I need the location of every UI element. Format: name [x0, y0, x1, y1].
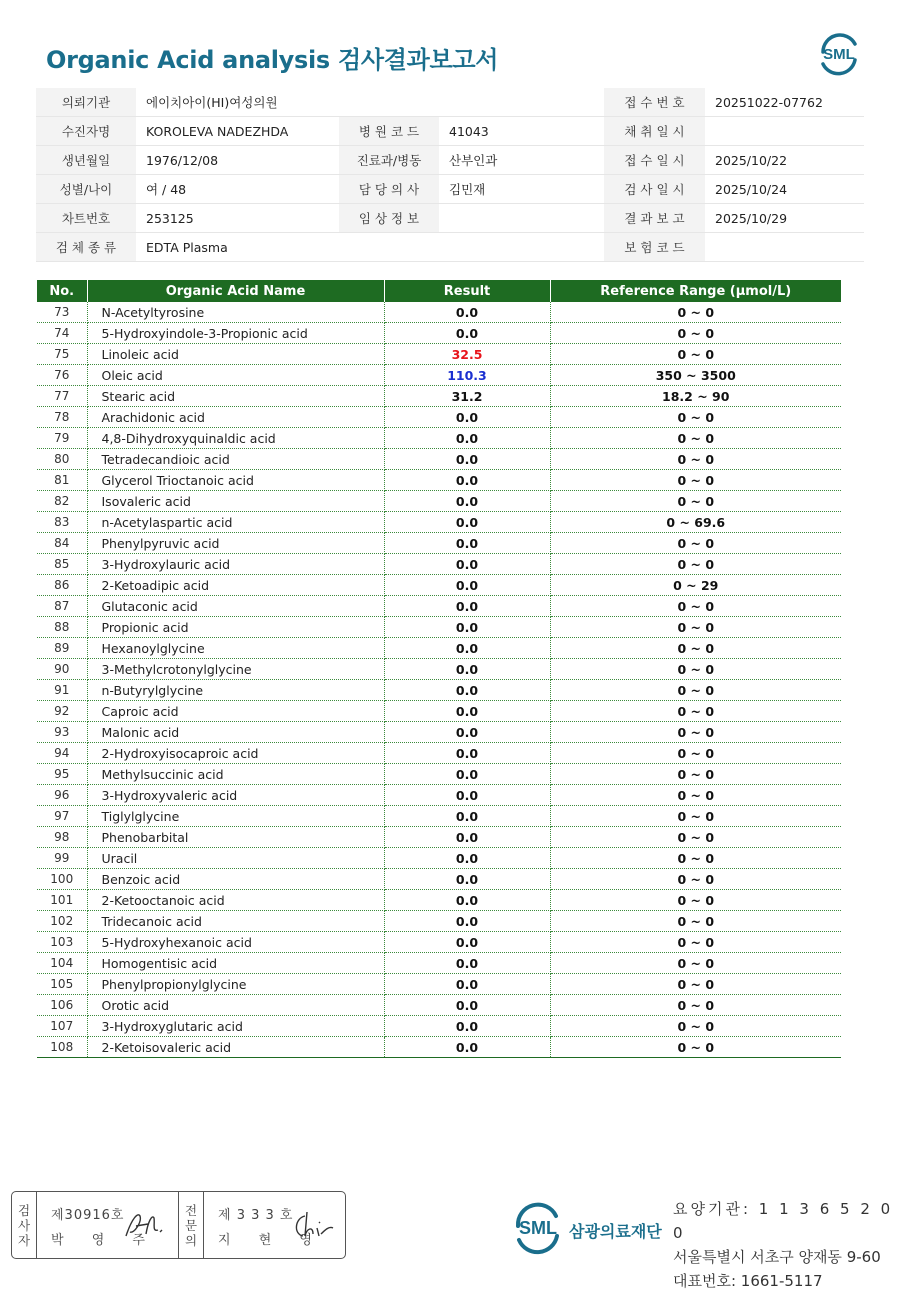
address: 서울특별시 서초구 양재동 9-60	[673, 1248, 881, 1266]
table-row	[37, 617, 841, 638]
row-result: 0.0	[384, 785, 550, 806]
specimen-value: EDTA Plasma	[136, 233, 604, 262]
row-reference-range: 0 ~ 0	[550, 659, 841, 680]
row-reference-range: 0 ~ 0	[550, 344, 841, 365]
row-no: 94	[37, 743, 87, 764]
row-no: 83	[37, 512, 87, 533]
row-reference-range: 0 ~ 0	[550, 638, 841, 659]
row-acid-name: Phenobarbital	[87, 827, 384, 848]
table-row	[37, 659, 841, 680]
row-no: 81	[37, 470, 87, 491]
row-no: 74	[37, 323, 87, 344]
table-row	[37, 365, 841, 386]
patient-label: 수진자명	[36, 117, 136, 146]
header-range: Reference Range (μmol/L)	[550, 280, 841, 302]
row-no: 80	[37, 449, 87, 470]
dept-label: 진료과/병동	[339, 146, 439, 175]
table-row	[37, 575, 841, 596]
table-row	[37, 407, 841, 428]
row-acid-name: 2-Ketooctanoic acid	[87, 890, 384, 911]
row-no: 82	[37, 491, 87, 512]
header-result: Result	[384, 280, 550, 302]
row-reference-range: 0 ~ 29	[550, 575, 841, 596]
row-acid-name: Isovaleric acid	[87, 491, 384, 512]
row-result: 0.0	[384, 974, 550, 995]
svg-text:SML: SML	[823, 46, 855, 63]
table-row	[37, 1016, 841, 1037]
row-result: 0.0	[384, 491, 550, 512]
table-row	[37, 596, 841, 617]
row-reference-range: 0 ~ 0	[550, 1016, 841, 1037]
table-row	[37, 764, 841, 785]
table-row	[37, 1037, 841, 1058]
dob-value: 1976/12/08	[136, 146, 339, 175]
row-acid-name: Orotic acid	[87, 995, 384, 1016]
sml-logo-icon	[815, 30, 863, 78]
row-result: 0.0	[384, 659, 550, 680]
row-reference-range: 0 ~ 0	[550, 428, 841, 449]
row-reference-range: 0 ~ 0	[550, 932, 841, 953]
institution-label: 의뢰기관	[36, 88, 136, 117]
row-no: 108	[37, 1037, 87, 1058]
row-no: 89	[37, 638, 87, 659]
specialist-name: 지 현 영	[218, 1233, 324, 1248]
specialist-label	[178, 1192, 204, 1258]
row-no: 87	[37, 596, 87, 617]
row-no: 86	[37, 575, 87, 596]
table-row	[37, 323, 841, 344]
table-row	[37, 869, 841, 890]
clinical-label: 임 상 정 보	[339, 204, 439, 233]
row-reference-range: 18.2 ~ 90	[550, 386, 841, 407]
row-no: 75	[37, 344, 87, 365]
row-reference-range: 0 ~ 0	[550, 890, 841, 911]
row-reference-range: 0 ~ 0	[550, 974, 841, 995]
patient-info-table	[36, 88, 864, 262]
row-reference-range: 0 ~ 0	[550, 806, 841, 827]
tester-signature-icon	[122, 1208, 168, 1242]
row-reference-range: 0 ~ 0	[550, 827, 841, 848]
table-row	[37, 848, 841, 869]
row-no: 98	[37, 827, 87, 848]
row-no: 107	[37, 1016, 87, 1037]
dob-label: 생년월일	[36, 146, 136, 175]
row-result: 0.0	[384, 890, 550, 911]
row-no: 77	[37, 386, 87, 407]
doctor-label: 담 당 의 사	[339, 175, 439, 204]
row-acid-name: Methylsuccinic acid	[87, 764, 384, 785]
institution-code: 요양기관: 1 1 3 6 5 2 0 0	[673, 1200, 894, 1242]
insurance-value	[705, 233, 864, 262]
collection-date-label: 채 취 일 시	[604, 117, 705, 146]
table-row	[37, 953, 841, 974]
row-reference-range: 0 ~ 0	[550, 323, 841, 344]
row-result: 0.0	[384, 743, 550, 764]
row-acid-name: 3-Methylcrotonylglycine	[87, 659, 384, 680]
chart-value: 253125	[136, 204, 339, 233]
row-result: 0.0	[384, 638, 550, 659]
specimen-label: 검 체 종 류	[36, 233, 136, 262]
row-result: 0.0	[384, 932, 550, 953]
row-acid-name: Tetradecandioic acid	[87, 449, 384, 470]
row-no: 92	[37, 701, 87, 722]
row-reference-range: 0 ~ 0	[550, 764, 841, 785]
table-row	[37, 827, 841, 848]
row-acid-name: 2-Ketoisovaleric acid	[87, 1037, 384, 1058]
results-header-row	[37, 280, 841, 302]
row-acid-name: n-Acetylaspartic acid	[87, 512, 384, 533]
table-row	[37, 533, 841, 554]
row-acid-name: 3-Hydroxyvaleric acid	[87, 785, 384, 806]
row-reference-range: 0 ~ 0	[550, 470, 841, 491]
row-no: 79	[37, 428, 87, 449]
collection-date-value	[705, 117, 864, 146]
row-reference-range: 0 ~ 0	[550, 449, 841, 470]
table-row	[37, 512, 841, 533]
row-result: 0.0	[384, 554, 550, 575]
row-acid-name: Phenylpyruvic acid	[87, 533, 384, 554]
receipt-no-label: 접 수 번 호	[604, 88, 705, 117]
row-acid-name: Caproic acid	[87, 701, 384, 722]
row-acid-name: Tridecanoic acid	[87, 911, 384, 932]
table-row	[37, 932, 841, 953]
insurance-label: 보 험 코 드	[604, 233, 705, 262]
tester-label	[12, 1192, 37, 1258]
table-row	[37, 638, 841, 659]
row-no: 105	[37, 974, 87, 995]
row-reference-range: 0 ~ 0	[550, 722, 841, 743]
foundation-name: 삼광의료재단	[569, 1222, 662, 1241]
receipt-no-value: 20251022-07762	[705, 88, 864, 117]
row-no: 84	[37, 533, 87, 554]
stamp-label-char: 문	[184, 1217, 198, 1233]
specialist-cell	[204, 1192, 345, 1258]
table-row	[37, 806, 841, 827]
row-result: 0.0	[384, 764, 550, 785]
table-row	[37, 344, 841, 365]
row-reference-range: 0 ~ 0	[550, 869, 841, 890]
table-row	[37, 386, 841, 407]
row-acid-name: Stearic acid	[87, 386, 384, 407]
results-table	[37, 280, 841, 1058]
report-date-value: 2025/10/29	[705, 204, 864, 233]
row-result: 0.0	[384, 1037, 550, 1058]
row-reference-range: 0 ~ 0	[550, 533, 841, 554]
table-row	[37, 785, 841, 806]
row-result: 0.0	[384, 617, 550, 638]
row-acid-name: Benzoic acid	[87, 869, 384, 890]
row-acid-name: 3-Hydroxylauric acid	[87, 554, 384, 575]
row-acid-name: Uracil	[87, 848, 384, 869]
row-reference-range: 350 ~ 3500	[550, 365, 841, 386]
table-row	[37, 302, 841, 323]
signature-stamp	[11, 1191, 346, 1259]
row-reference-range: 0 ~ 0	[550, 743, 841, 764]
row-reference-range: 0 ~ 0	[550, 1037, 841, 1058]
table-row	[37, 890, 841, 911]
phone: 대표번호: 1661-5117	[673, 1272, 823, 1290]
row-acid-name: Glycerol Trioctanoic acid	[87, 470, 384, 491]
row-reference-range: 0 ~ 0	[550, 491, 841, 512]
info-row	[36, 146, 864, 175]
row-no: 76	[37, 365, 87, 386]
row-reference-range: 0 ~ 0	[550, 848, 841, 869]
info-row	[36, 175, 864, 204]
table-row	[37, 974, 841, 995]
tester-cell	[37, 1192, 178, 1258]
table-row	[37, 554, 841, 575]
row-acid-name: Hexanoylglycine	[87, 638, 384, 659]
dept-value: 산부인과	[439, 146, 604, 175]
sex-age-label: 성별/나이	[36, 175, 136, 204]
row-acid-name: Phenylpropionylglycine	[87, 974, 384, 995]
row-no: 88	[37, 617, 87, 638]
patient-value: KOROLEVA NADEZHDA	[136, 117, 339, 146]
test-date-label: 검 사 일 시	[604, 175, 705, 204]
row-acid-name: Oleic acid	[87, 365, 384, 386]
row-acid-name: 5-Hydroxyindole-3-Propionic acid	[87, 323, 384, 344]
row-acid-name: Glutaconic acid	[87, 596, 384, 617]
info-row	[36, 233, 864, 262]
info-row	[36, 88, 864, 117]
row-result: 0.0	[384, 470, 550, 491]
table-row	[37, 995, 841, 1016]
row-no: 78	[37, 407, 87, 428]
row-reference-range: 0 ~ 0	[550, 554, 841, 575]
svg-text:SML: SML	[519, 1218, 557, 1238]
sml-foundation-logo-icon	[510, 1200, 566, 1256]
row-result: 0.0	[384, 1016, 550, 1037]
row-reference-range: 0 ~ 0	[550, 995, 841, 1016]
row-acid-name: Propionic acid	[87, 617, 384, 638]
row-result: 0.0	[384, 302, 550, 323]
row-acid-name: Arachidonic acid	[87, 407, 384, 428]
row-no: 91	[37, 680, 87, 701]
row-acid-name: Tiglylglycine	[87, 806, 384, 827]
report-date-label: 결 과 보 고	[604, 204, 705, 233]
table-row	[37, 680, 841, 701]
tester-no: 제30916호	[51, 1208, 125, 1223]
row-no: 90	[37, 659, 87, 680]
row-no: 96	[37, 785, 87, 806]
row-result: 0.0	[384, 680, 550, 701]
doctor-value: 김민재	[439, 175, 604, 204]
row-result: 0.0	[384, 827, 550, 848]
row-result: 0.0	[384, 701, 550, 722]
info-row	[36, 204, 864, 233]
row-acid-name: Homogentisic acid	[87, 953, 384, 974]
row-no: 85	[37, 554, 87, 575]
row-result: 0.0	[384, 533, 550, 554]
row-result: 0.0	[384, 407, 550, 428]
row-reference-range: 0 ~ 69.6	[550, 512, 841, 533]
row-no: 97	[37, 806, 87, 827]
hospital-code-label: 병 원 코 드	[339, 117, 439, 146]
row-result: 31.2	[384, 386, 550, 407]
row-result: 0.0	[384, 953, 550, 974]
row-no: 106	[37, 995, 87, 1016]
row-no: 102	[37, 911, 87, 932]
row-result: 0.0	[384, 323, 550, 344]
row-no: 101	[37, 890, 87, 911]
row-no: 104	[37, 953, 87, 974]
row-result: 0.0	[384, 911, 550, 932]
header-no: No.	[37, 280, 87, 302]
table-row	[37, 701, 841, 722]
row-no: 73	[37, 302, 87, 323]
row-acid-name: Malonic acid	[87, 722, 384, 743]
row-result: 0.0	[384, 575, 550, 596]
stamp-label-char: 사	[17, 1217, 31, 1233]
table-row	[37, 449, 841, 470]
test-date-value: 2025/10/24	[705, 175, 864, 204]
row-no: 93	[37, 722, 87, 743]
row-result: 0.0	[384, 722, 550, 743]
row-reference-range: 0 ~ 0	[550, 617, 841, 638]
row-result: 0.0	[384, 995, 550, 1016]
row-result: 0.0	[384, 428, 550, 449]
row-acid-name: 4,8-Dihydroxyquinaldic acid	[87, 428, 384, 449]
specialist-signature-icon	[289, 1208, 335, 1242]
stamp-label-char: 검	[17, 1202, 31, 1218]
row-reference-range: 0 ~ 0	[550, 953, 841, 974]
table-row	[37, 722, 841, 743]
row-reference-range: 0 ~ 0	[550, 302, 841, 323]
institution-value: 에이치아이(HI)여성의원	[136, 88, 604, 117]
table-row	[37, 491, 841, 512]
table-row	[37, 428, 841, 449]
table-row	[37, 470, 841, 491]
row-reference-range: 0 ~ 0	[550, 911, 841, 932]
row-no: 100	[37, 869, 87, 890]
row-result: 0.0	[384, 512, 550, 533]
row-acid-name: Linoleic acid	[87, 344, 384, 365]
row-acid-name: 5-Hydroxyhexanoic acid	[87, 932, 384, 953]
row-acid-name: N-Acetyltyrosine	[87, 302, 384, 323]
info-row	[36, 117, 864, 146]
row-reference-range: 0 ~ 0	[550, 701, 841, 722]
row-result: 32.5	[384, 344, 550, 365]
chart-label: 차트번호	[36, 204, 136, 233]
row-result: 0.0	[384, 449, 550, 470]
stamp-label-char: 전	[184, 1202, 198, 1218]
row-result: 0.0	[384, 848, 550, 869]
specialist-no: 제 3 3 3 호	[218, 1208, 294, 1223]
row-result: 0.0	[384, 806, 550, 827]
table-row	[37, 911, 841, 932]
row-no: 95	[37, 764, 87, 785]
sex-age-value: 여 / 48	[136, 175, 339, 204]
tester-name: 박 영 주	[51, 1233, 157, 1248]
row-no: 99	[37, 848, 87, 869]
stamp-label-char: 자	[17, 1232, 31, 1248]
stamp-label-char: 의	[184, 1232, 198, 1248]
row-reference-range: 0 ~ 0	[550, 680, 841, 701]
receipt-date-value: 2025/10/22	[705, 146, 864, 175]
hospital-code-value: 41043	[439, 117, 604, 146]
row-reference-range: 0 ~ 0	[550, 596, 841, 617]
row-result: 0.0	[384, 869, 550, 890]
row-result: 110.3	[384, 365, 550, 386]
row-result: 0.0	[384, 596, 550, 617]
clinical-value	[439, 204, 604, 233]
row-reference-range: 0 ~ 0	[550, 407, 841, 428]
table-row	[37, 743, 841, 764]
row-reference-range: 0 ~ 0	[550, 785, 841, 806]
report-title: Organic Acid analysis 검사결과보고서	[46, 46, 499, 74]
row-acid-name: 3-Hydroxyglutaric acid	[87, 1016, 384, 1037]
header-name: Organic Acid Name	[87, 280, 384, 302]
row-acid-name: n-Butyrylglycine	[87, 680, 384, 701]
footer-address-block	[673, 1197, 900, 1293]
row-no: 103	[37, 932, 87, 953]
row-acid-name: 2-Hydroxyisocaproic acid	[87, 743, 384, 764]
receipt-date-label: 접 수 일 시	[604, 146, 705, 175]
row-acid-name: 2-Ketoadipic acid	[87, 575, 384, 596]
